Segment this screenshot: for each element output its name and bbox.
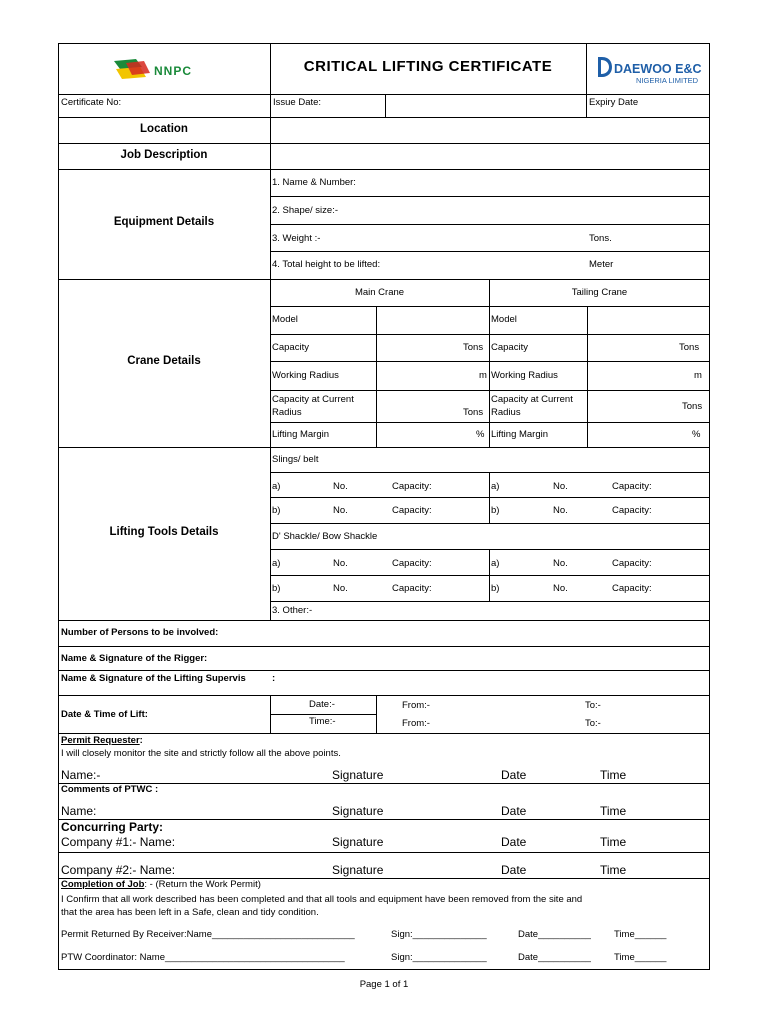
ptwc-signature-label: Signature xyxy=(332,804,384,818)
rigger-label: Name & Signature of the Rigger: xyxy=(61,653,208,664)
main-capacity-unit: Tons xyxy=(463,342,484,353)
document-title: CRITICAL LIFTING CERTIFICATE xyxy=(303,58,553,75)
shackle-b-left-cap: Capacity: xyxy=(392,583,432,594)
requester-date-label: Date xyxy=(501,768,527,782)
shackle-a-left-cap: Capacity: xyxy=(392,558,432,569)
ptw-coordinator: PTW Coordinator: Name__________________________________ xyxy=(61,952,345,963)
equipment-details-label: Equipment Details xyxy=(113,216,215,228)
sling-b-right: b) xyxy=(491,505,500,516)
location-field[interactable] xyxy=(271,118,709,143)
nnpc-logo xyxy=(112,57,222,81)
job-description-label: Job Description xyxy=(120,149,208,161)
sling-a-left-no: No. xyxy=(333,481,348,492)
tail-capacity-unit: Tons xyxy=(679,342,700,353)
main-crane-header: Main Crane xyxy=(354,287,405,298)
main-cap-current-1: Capacity at Current xyxy=(272,394,354,405)
main-radius-unit: m xyxy=(479,370,487,381)
main-margin-label: Lifting Margin xyxy=(272,429,330,440)
company2-name-label: Company #2:- Name: xyxy=(61,863,176,877)
sling-a-left-cap: Capacity: xyxy=(392,481,432,492)
lift-time-label: Time:- xyxy=(309,716,336,727)
company2-signature-label: Signature xyxy=(332,863,384,877)
main-capacity-label: Capacity xyxy=(272,342,309,353)
tail-margin-unit: % xyxy=(692,429,701,440)
sling-b-left: b) xyxy=(272,505,281,516)
sling-a-right: a) xyxy=(491,481,500,492)
page-number: Page 1 of 1 xyxy=(359,979,409,990)
company2-date-label: Date xyxy=(501,863,527,877)
lift-from-2: From:- xyxy=(402,718,430,729)
issue-date-label: Issue Date: xyxy=(273,97,322,108)
tail-radius-unit: m xyxy=(694,370,702,381)
sling-a-right-cap: Capacity: xyxy=(612,481,652,492)
returned-time: Time______ xyxy=(614,929,667,940)
date-time-lift-label: Date & Time of Lift: xyxy=(61,709,148,720)
ptwc-time-label: Time xyxy=(600,804,627,818)
sling-b-left-cap: Capacity: xyxy=(392,505,432,516)
sling-b-left-no: No. xyxy=(333,505,348,516)
sling-a-right-no: No. xyxy=(553,481,568,492)
slings-label: Slings/ belt xyxy=(272,454,319,465)
ptwc-date-label: Date xyxy=(501,804,527,818)
shackle-b-left-no: No. xyxy=(333,583,348,594)
tail-margin-label: Lifting Margin xyxy=(491,429,549,440)
returned-sign: Sign:______________ xyxy=(391,929,487,940)
shackle-a-right: a) xyxy=(491,558,500,569)
coordinator-time: Time______ xyxy=(614,952,667,963)
company2-time-label: Time xyxy=(600,863,627,877)
daewoo-logo-sub: NIGERIA LIMITED xyxy=(636,76,699,85)
sling-b-right-cap: Capacity: xyxy=(612,505,652,516)
company1-signature-label: Signature xyxy=(332,835,384,849)
company1-name-label: Company #1:- Name: xyxy=(61,835,176,849)
completion-line1: I Confirm that all work described has been completed and that all tools and equipment have been removed from the site and xyxy=(61,894,583,905)
other-tools-label: 3. Other:- xyxy=(272,605,313,616)
shackle-b-left: b) xyxy=(272,583,281,594)
concurring-party-title: Concurring Party: xyxy=(61,820,164,834)
job-description-field[interactable] xyxy=(271,144,709,169)
equipment-weight-unit: Tons. xyxy=(589,233,612,244)
lifting-tools-label: Lifting Tools Details xyxy=(109,526,219,538)
requester-name-label: Name:- xyxy=(61,768,101,782)
returned-date: Date__________ xyxy=(518,929,591,940)
main-margin-unit: % xyxy=(476,429,485,440)
main-model-label: Model xyxy=(272,314,298,325)
completion-line2: that the area has been left in a Safe, clean and tidy condition. xyxy=(61,907,319,918)
shackle-label: D' Shackle/ Bow Shackle xyxy=(272,531,378,542)
equipment-name-number: 1. Name & Number: xyxy=(272,177,356,188)
permit-returned-by: Permit Returned By Receiver:Name___________________________ xyxy=(61,929,355,940)
company1-time-label: Time xyxy=(600,835,627,849)
shackle-a-left: a) xyxy=(272,558,281,569)
main-cap-current-2: Radius xyxy=(272,407,302,418)
daewoo-logo-text: DAEWOO E&C xyxy=(614,62,702,76)
lift-to-1: To:- xyxy=(585,700,601,711)
shackle-b-right-no: No. xyxy=(553,583,568,594)
lift-date-label: Date:- xyxy=(309,699,335,710)
tail-cap-current-2: Radius xyxy=(491,407,521,418)
shackle-a-right-cap: Capacity: xyxy=(612,558,652,569)
coordinator-sign: Sign:______________ xyxy=(391,952,487,963)
sling-b-right-no: No. xyxy=(553,505,568,516)
main-radius-label: Working Radius xyxy=(272,370,339,381)
certificate-no-label: Certificate No: xyxy=(61,97,122,108)
sling-a-left: a) xyxy=(272,481,281,492)
completion-title: Completion of Job: - (Return the Work Permit) xyxy=(61,879,261,890)
lift-to-2: To:- xyxy=(585,718,601,729)
shackle-b-right-cap: Capacity: xyxy=(612,583,652,594)
coordinator-date: Date__________ xyxy=(518,952,591,963)
equipment-weight: 3. Weight :- xyxy=(272,233,321,244)
number-of-persons-label: Number of Persons to be involved: xyxy=(61,627,219,638)
company1-date-label: Date xyxy=(501,835,527,849)
nnpc-logo-text: NNPC xyxy=(154,64,193,78)
daewoo-logo xyxy=(596,55,706,87)
requester-signature-label: Signature xyxy=(332,768,384,782)
location-label: Location xyxy=(140,123,188,135)
requester-time-label: Time xyxy=(600,768,627,782)
crane-details-label: Crane Details xyxy=(127,355,201,367)
permit-statement: I will closely monitor the site and strictly follow all the above points. xyxy=(61,748,341,759)
tail-radius-label: Working Radius xyxy=(491,370,558,381)
ptwc-name-label: Name: xyxy=(61,804,97,818)
expiry-date-label: Expiry Date xyxy=(589,97,639,108)
ptwc-comments-title: Comments of PTWC : xyxy=(61,784,159,795)
shackle-a-right-no: No. xyxy=(553,558,568,569)
tailing-crane-header: Tailing Crane xyxy=(571,287,628,298)
main-cap-current-unit: Tons xyxy=(463,407,484,418)
issue-date-field[interactable] xyxy=(386,95,585,117)
equipment-shape-size: 2. Shape/ size:- xyxy=(272,205,339,216)
supervisor-label: Name & Signature of the Lifting Supervis xyxy=(61,673,246,684)
tail-cap-current-unit: Tons xyxy=(682,401,703,412)
lift-from-1: From:- xyxy=(402,700,430,711)
permit-requester-title: Permit Requester: xyxy=(61,735,143,746)
tail-capacity-label: Capacity xyxy=(491,342,528,353)
tail-cap-current-1: Capacity at Current xyxy=(491,394,573,405)
shackle-b-right: b) xyxy=(491,583,500,594)
equipment-height: 4. Total height to be lifted: xyxy=(272,259,381,270)
equipment-height-unit: Meter xyxy=(589,259,614,270)
shackle-a-left-no: No. xyxy=(333,558,348,569)
supervisor-colon: : xyxy=(272,673,276,684)
tail-model-label: Model xyxy=(491,314,517,325)
